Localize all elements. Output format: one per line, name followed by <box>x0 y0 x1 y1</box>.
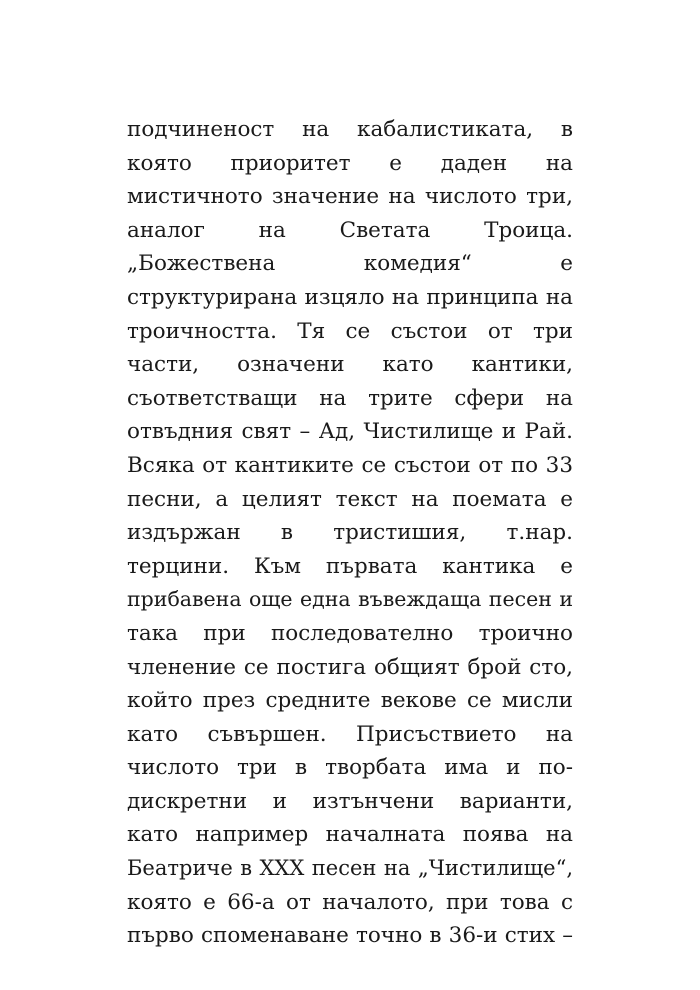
text-line: аналог на Светата Троица. <box>127 217 573 243</box>
text-line: издържан в тристишия, т.нар. <box>127 520 573 546</box>
text-line: песни, а целият текст на поемата е <box>127 486 573 512</box>
text-line: мистичното значение на числото три, <box>127 184 573 210</box>
text-line: Всяка от кантиките се състои от по 33 <box>127 452 573 478</box>
text-line: терцини. Към първата кантика е <box>127 553 573 579</box>
text-line: Беатриче в XXX песен на „Чистилище“, <box>127 856 573 881</box>
text-line: така при последователно троично <box>127 620 573 646</box>
text-line: която приоритет е даден на <box>127 150 573 176</box>
text-line: прибавена още една въвеждаща песен и <box>127 587 573 612</box>
text-line: подчиненост на кабалистиката, в <box>127 117 573 142</box>
body-text <box>127 113 573 953</box>
text-line: части, означени като кантики, <box>127 352 573 378</box>
text-line: „Божествена комедия“ е <box>127 251 573 277</box>
text-line: троичността. Тя се състои от три <box>127 318 573 344</box>
text-line: членение се постига общият брой сто, <box>127 654 573 680</box>
text-line: съответстващи на трите сфери на <box>127 385 573 411</box>
text-line: като например началната поява на <box>127 822 573 848</box>
text-line: която е 66-а от началото, при това с <box>127 889 573 915</box>
text-line: който през средните векове се мисли <box>127 688 573 714</box>
text-line: числото три в творбата има и по- <box>127 755 573 781</box>
text-line: като съвършен. Присъствието на <box>127 721 573 747</box>
text-line: структурирана изцяло на принципа на <box>127 284 573 310</box>
text-line: първо споменаване точно в 36-и стих – <box>127 923 573 949</box>
text-line: отвъдния свят – Ад, Чистилище и Рай. <box>127 419 573 445</box>
text-line: дискретни и изтънчени варианти, <box>127 788 573 814</box>
